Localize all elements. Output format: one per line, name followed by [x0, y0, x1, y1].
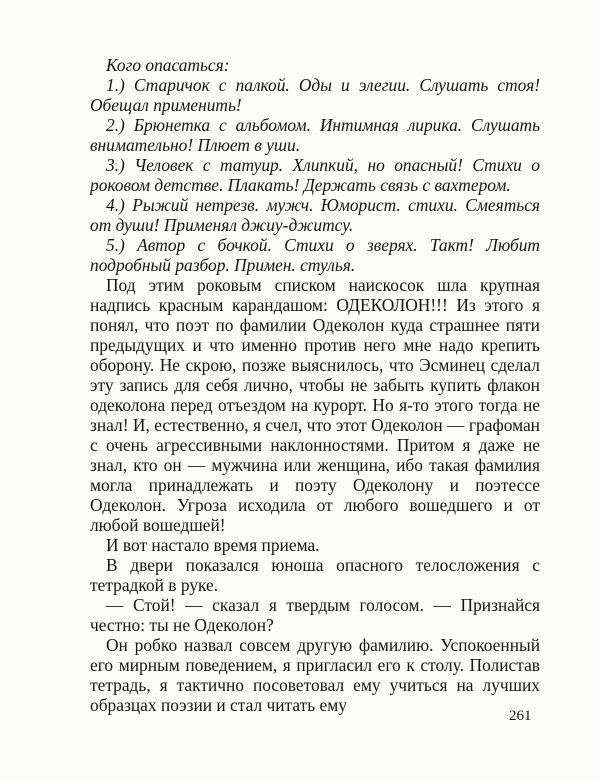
paragraph: — Стой! — сказал я твердым голосом. — Признайся честно: ты не Одеколон? [90, 595, 540, 635]
list-item: 3.) Человек с татуир. Хлипкий, но опасный! Стихи о роковом детстве. Плакать! Держать связь с вахтером. [90, 155, 540, 195]
list-item: 4.) Рыжий нетрезв. мужч. Юморист. стихи. Смеяться от души! Применял джиу-джитсу. [90, 195, 540, 235]
list-item: 1.) Старичок с палкой. Оды и элегии. Слушать стоя! Обещал применить! [90, 75, 540, 115]
list-heading: Кого опасаться: [106, 55, 230, 75]
page-text [90, 55, 540, 715]
paragraph: Под этим роковым списком наискосок шла крупная надпись красным карандашом: ОДЕКОЛОН!!! Из этого я понял, что поэт по фамилии Одеколон куда страшнее пяти предыдущих и что именно против него мне надо крепить оборону. Не скрою, позже выяснилось, что Эсминец сделал эту запись для себя лично, чтобы не забыть купить флакон одеколона перед отъездом на курорт. Но я-то этого тогда не знал! И, естественно, я счел, что этот Одеколон — графоман с очень агрессивными наклонностями. Притом я даже не знал, кто он — мужчина или женщина, ибо такая фамилия могла принадлежать и поэту Одеколону и поэтессе Одеколон. Угроза исходила от любого вошедшего и от любой вошедшей! [90, 275, 540, 535]
paragraph: В двери показался юноша опасного телосложения с тетрадкой в руке. [90, 555, 540, 595]
paragraph: И вот настало время приема. [106, 535, 320, 555]
danger-list [90, 55, 540, 275]
body-text [90, 275, 540, 715]
page-number: 261 [509, 708, 532, 724]
list-item: 5.) Автор с бочкой. Стихи о зверях. Такт! Любит подробный разбор. Примен. стулья. [90, 235, 540, 275]
paragraph: Он робко назвал совсем другую фамилию. Успокоенный его мирным поведением, я пригласил его к столу. Полистав тетрадь, я тактично посоветовал ему учиться на лучших образцах поэзии и стал читать ему [90, 635, 540, 715]
list-item: 2.) Брюнетка с альбомом. Интимная лирика. Слушать внимательно! Плюет в уши. [90, 115, 540, 155]
